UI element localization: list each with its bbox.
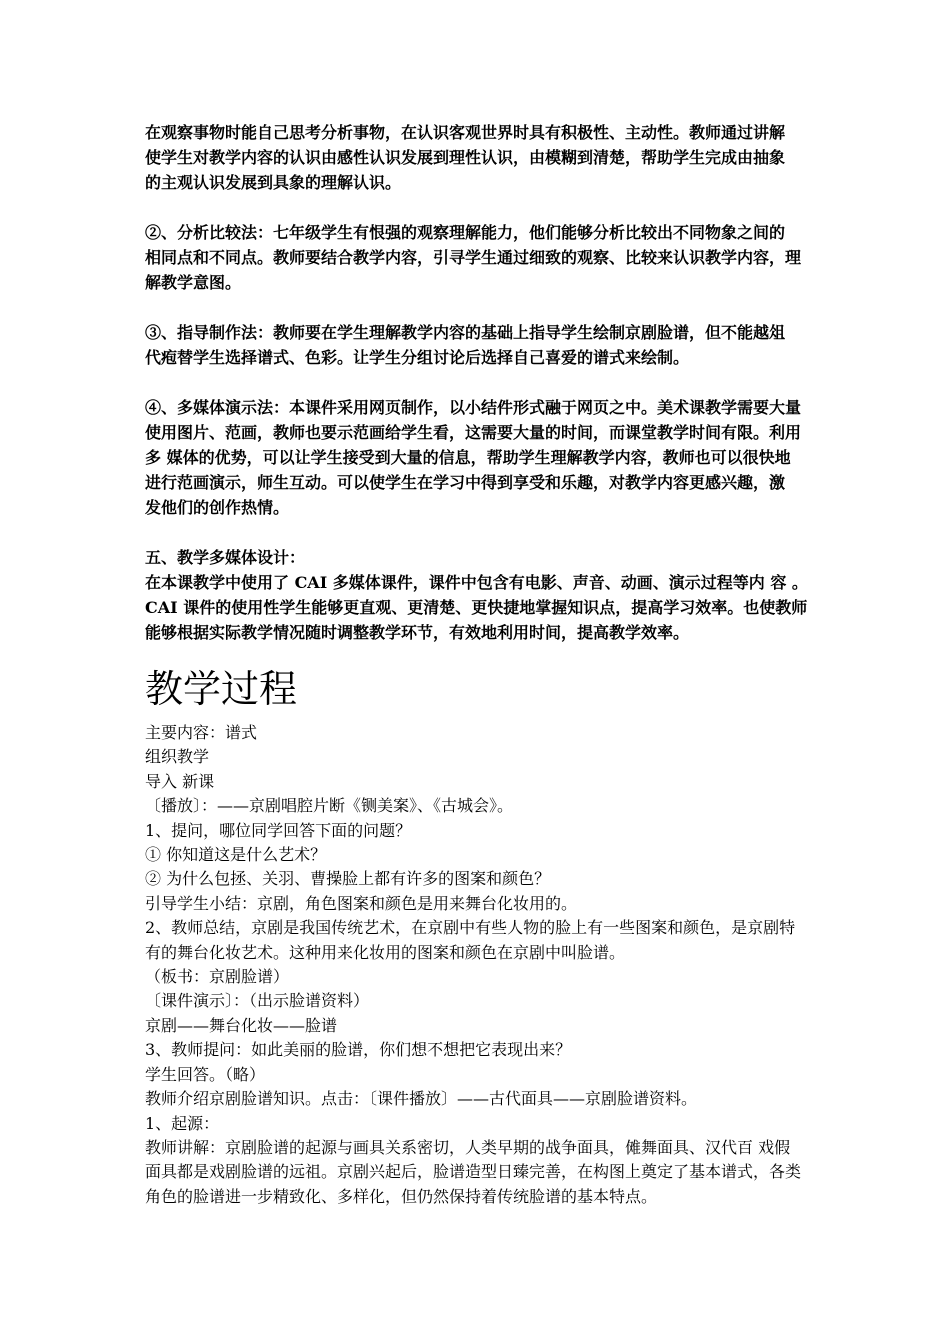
teaching-process-body [145, 721, 813, 1209]
text-line: ③、指导制作法：教师要在学生理解教学内容的基础上指导学生绘制京剧脸谱，但不能越俎 [145, 323, 786, 342]
text-line: 引导学生小结：京剧，角色图案和颜色是用来舞台化妆用的。 [145, 893, 578, 913]
text-line: 相同点和不同点。教师要结合教学内容，引寻学生通过细致的观察、比较来认识教学内容，理 [145, 248, 802, 267]
text-line: 发他们的创作热情。 [145, 498, 290, 517]
text-line: 1、提问，哪位同学回答下面的问题？ [145, 820, 412, 840]
text-line: 在观察事物时能自己思考分析事物，在认识客观世界时具有积极性、主动性。教师通过讲解 [145, 123, 786, 142]
text-line: （板书：京剧脸谱） [145, 967, 290, 987]
text-line: 1、起源： [145, 1113, 220, 1133]
text-line: 组织教学 [145, 747, 210, 767]
paragraph-guided-making [145, 320, 813, 370]
text-line: ② 为什么包拯、关羽、曹操脸上都有许多的图案和颜色？ [145, 869, 551, 889]
text-line: 使用图片、范画，教师也要示范画给学生看，这需要大量的时间，而课堂教学时间有限。利用 [145, 423, 802, 442]
teaching-process-heading: 教学过程 [145, 667, 298, 711]
text-line: ②、分析比较法：七年级学生有恨强的观察理解能力，他们能够分析比较出不同物象之间的 [145, 223, 786, 242]
text-line: 〔课件演示〕：（出示脸谱资料） [145, 991, 370, 1011]
text-line: ① 你知道这是什么艺术？ [145, 845, 327, 865]
text-line: 2、教师总结，京剧是我国传统艺术，在京剧中有些人物的脸上有一些图案和颜色，是京剧特 [145, 918, 796, 938]
section-title: 五、教学多媒体设计： [145, 548, 306, 567]
text-line: 代疱替学生选择谱式、色彩。让学生分组讨论后选择自己喜爱的谱式来绘制。 [145, 348, 690, 367]
text-line: 有的舞台化妆艺术。这种用来化妆用的图案和颜色在京剧中叫脸谱。 [145, 942, 626, 962]
text-line: 〔播放〕：——京剧唱腔片断《铡美案》、《古城会》。 [145, 796, 514, 816]
paragraph-analysis-comparison [145, 220, 813, 295]
text-line: 进行范画演示，师生互动。可以使学生在学习中得到享受和乐趣，对教学内容更感兴趣，激 [145, 473, 786, 492]
text-line: 在本课教学中使用了 CAI 多媒体课件，课件中包含有电影、声音、动画、演示过程等内 容 。 [145, 573, 808, 592]
text-line: 主要内容：谱式 [145, 723, 258, 742]
text-line: 面具都是戏剧脸谱的远祖。京剧兴起后，脸谱造型日臻完善，在构图上奠定了基本谱式，各类 [145, 1162, 802, 1182]
text-line: 多 媒体的优势，可以让学生接受到大量的信息，帮助学生理解教学内容，教师也可以很快地 [145, 448, 791, 467]
paragraph-observation [145, 120, 813, 195]
text-line: 导入 新课 [145, 771, 215, 791]
text-line: 能够根据实际教学情况随时调整教学环节，有效地利用时间，提高教学效率。 [145, 623, 690, 642]
text-line: 学生回答。（略） [145, 1064, 266, 1084]
paragraph-multimedia-demo [145, 395, 813, 520]
text-line: 教师讲解：京剧脸谱的起源与画具关系密切，人类早期的战争面具，傩舞面具、汉代百 戏假 [145, 1137, 791, 1157]
text-line: 的主观认识发展到具象的理解认识。 [145, 173, 402, 192]
text-line: CAI 课件的使用性学生能够更直观、更清楚、更快捷地掌握知识点，提高学习效率。也使教师 [145, 598, 808, 617]
text-line: ④、多媒体演示法：本课件采用网页制作，以小结件形式融于网页之中。美术课教学需要大量 [145, 398, 802, 417]
text-line: 解教学意图。 [145, 273, 242, 292]
text-line: 教师介绍京剧脸谱知识。点击：〔课件播放〕——古代面具——京剧脸谱资料。 [145, 1089, 698, 1109]
text-line: 3、教师提问：如此美丽的脸谱，你们想不想把它表现出来？ [145, 1040, 572, 1060]
text-line: 角色的脸谱进一步精致化、多样化，但仍然保持着传统脸谱的基本特点。 [145, 1186, 658, 1206]
page-content [145, 120, 813, 1209]
text-line: 使学生对教学内容的认识由感性认识发展到理性认识，由模糊到清楚，帮助学生完成由抽象 [145, 148, 786, 167]
section-multimedia-design [145, 545, 813, 645]
text-line: 京剧——舞台化妆——脸谱 [145, 1015, 338, 1035]
